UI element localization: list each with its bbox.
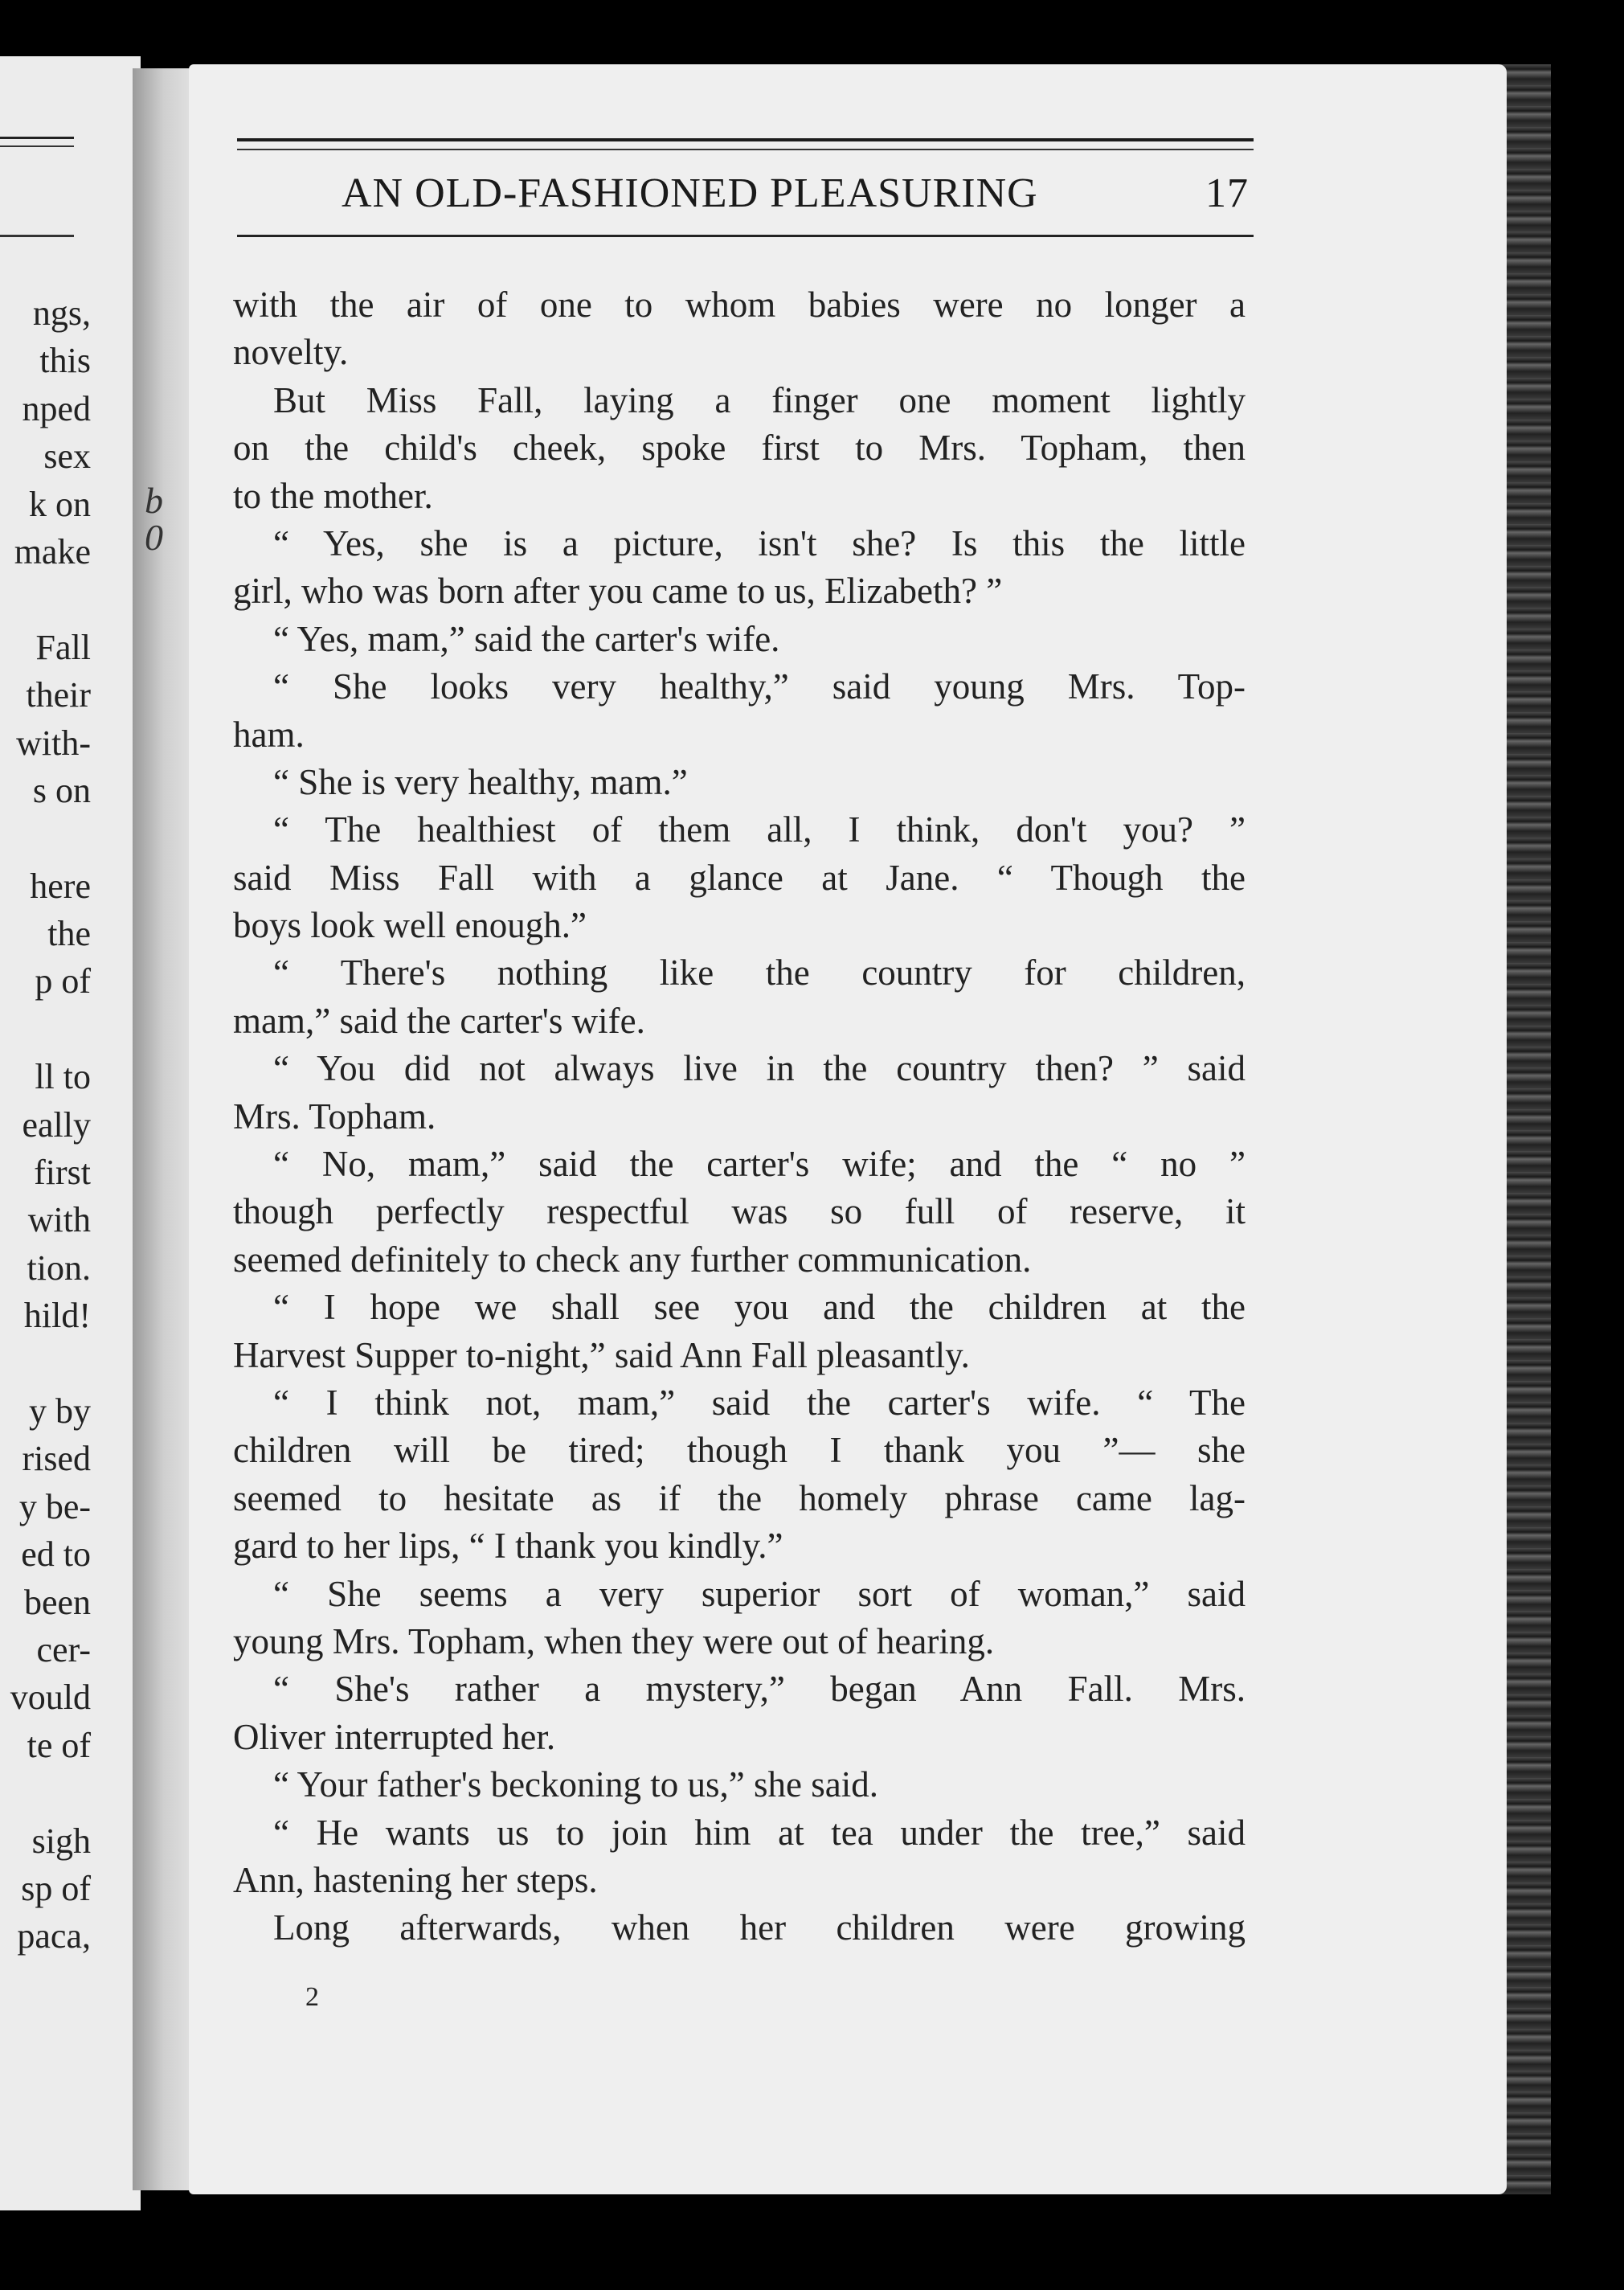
left-text-fragment: this <box>39 341 91 381</box>
left-page-text <box>10 289 91 1960</box>
text-line: mam,” said the carter's wife. <box>233 1000 645 1041</box>
text-line: “ The healthiest of them all, I think, don't you? ” <box>273 809 1246 850</box>
left-text-fragment: nped <box>22 388 91 428</box>
left-text-fragment: y be- <box>18 1486 91 1526</box>
left-text-fragment <box>10 1340 91 1387</box>
left-text-fragment: paca, <box>17 1916 91 1956</box>
signature-mark: 2 <box>305 1982 319 2012</box>
left-text-fragment: sp of <box>21 1868 91 1908</box>
text-line: young Mrs. Topham, when they were out of hearing. <box>233 1620 995 1661</box>
left-text-fragment: with- <box>16 723 91 763</box>
text-line: ham. <box>233 714 305 755</box>
left-page <box>0 56 141 2210</box>
left-text-fragment: been <box>23 1582 91 1622</box>
text-line: “ Your father's beckoning to us,” she said. <box>273 1764 878 1805</box>
left-text-fragment: tion. <box>27 1247 91 1288</box>
left-text-fragment: y by <box>29 1391 91 1431</box>
text-line: Ann, hastening her steps. <box>233 1859 598 1900</box>
text-line: “ He wants us to join him at tea under the tree,” said <box>273 1812 1246 1853</box>
left-text-fragment: the <box>47 914 91 954</box>
text-line: Mrs. Topham. <box>233 1096 436 1137</box>
text-line: “ She seems a very superior sort of woman,” said <box>273 1573 1246 1614</box>
text-line: to the mother. <box>233 475 433 516</box>
left-text-fragment: Fall <box>35 627 91 667</box>
text-line: girl, who was born after you came to us, Elizabeth? ” <box>233 571 1003 612</box>
text-line: “ You did not always live in the country then? ” said <box>273 1048 1246 1089</box>
left-text-fragment: vould <box>10 1678 91 1718</box>
body-text <box>233 281 1246 1952</box>
running-head <box>237 165 1254 229</box>
text-line: “ I hope we shall see you and the children at the <box>273 1287 1246 1328</box>
text-line: gard to her lips, “ I thank you kindly.” <box>233 1526 783 1567</box>
left-text-fragment: with <box>27 1200 91 1240</box>
text-line: “ Yes, mam,” said the carter's wife. <box>273 618 780 659</box>
left-text-fragment <box>10 814 91 862</box>
left-text-fragment: eally <box>22 1104 91 1145</box>
text-line: seemed to hesitate as if the homely phrase came lag- <box>233 1477 1246 1518</box>
left-text-fragment: their <box>26 675 91 715</box>
text-line: “ There's nothing like the country for children, <box>273 952 1246 993</box>
text-line: “ She's rather a mystery,” began Ann Fall. Mrs. <box>273 1669 1246 1710</box>
left-text-fragment: here <box>30 866 91 906</box>
left-text-fragment <box>10 1769 91 1817</box>
left-text-fragment: k on <box>29 484 91 524</box>
text-line: Oliver interrupted her. <box>233 1716 556 1757</box>
text-line: But Miss Fall, laying a finger one moment lightly <box>273 379 1246 420</box>
left-text-fragment: first <box>34 1153 91 1193</box>
left-text-fragment: sigh <box>31 1821 91 1861</box>
text-line: children will be tired; though I thank you ”— she <box>233 1430 1246 1471</box>
text-line: said Miss Fall with a glance at Jane. “ Though the <box>233 857 1246 898</box>
left-text-fragment: ngs, <box>32 293 91 333</box>
left-text-fragment: rised <box>22 1439 91 1479</box>
left-text-fragment: ll to <box>35 1057 91 1097</box>
text-line: “ Yes, she is a picture, isn't she? Is this the little <box>273 522 1246 563</box>
text-line: “ I think not, mam,” said the carter's wife. “ The <box>273 1382 1246 1423</box>
left-text-fragment: hild! <box>23 1296 91 1336</box>
running-title: AN OLD-FASHIONED PLEASURING <box>342 170 1038 216</box>
text-line: “ No, mam,” said the carter's wife; and the “ no ” <box>273 1144 1246 1185</box>
text-line: Long afterwards, when her children were growing <box>273 1907 1246 1948</box>
left-header-rule-bottom <box>0 235 74 237</box>
margin-mark: b 0 <box>145 480 163 558</box>
page-number: 17 <box>1205 170 1249 216</box>
left-text-fragment: p of <box>35 961 91 1002</box>
left-text-fragment: sex <box>43 436 91 477</box>
left-text-fragment <box>10 576 91 623</box>
left-header-rule <box>0 137 74 147</box>
left-text-fragment: make <box>14 531 91 571</box>
left-text-fragment: te of <box>27 1725 91 1765</box>
text-line: with the air of one to whom babies were no longer a <box>233 285 1246 325</box>
text-line: novelty. <box>233 332 349 373</box>
text-line: boys look well enough.” <box>233 905 587 946</box>
text-line: “ She is very healthy, mam.” <box>273 761 688 802</box>
left-text-fragment <box>10 1006 91 1053</box>
text-line: Harvest Supper to-night,” said Ann Fall pleasantly. <box>233 1334 970 1375</box>
left-text-fragment: s on <box>32 770 91 810</box>
left-text-fragment: cer- <box>36 1629 91 1669</box>
text-line: on the child's cheek, spoke first to Mrs. Topham, then <box>233 428 1246 469</box>
text-line: “ She looks very healthy,” said young Mrs. Top- <box>273 666 1246 707</box>
left-text-fragment: ed to <box>21 1534 91 1575</box>
header-rule-top <box>237 138 1254 150</box>
text-line: though perfectly respectful was so full of reserve, it <box>233 1191 1246 1232</box>
text-line: seemed definitely to check any further communication. <box>233 1239 1032 1280</box>
header-rule-bottom <box>237 235 1254 237</box>
